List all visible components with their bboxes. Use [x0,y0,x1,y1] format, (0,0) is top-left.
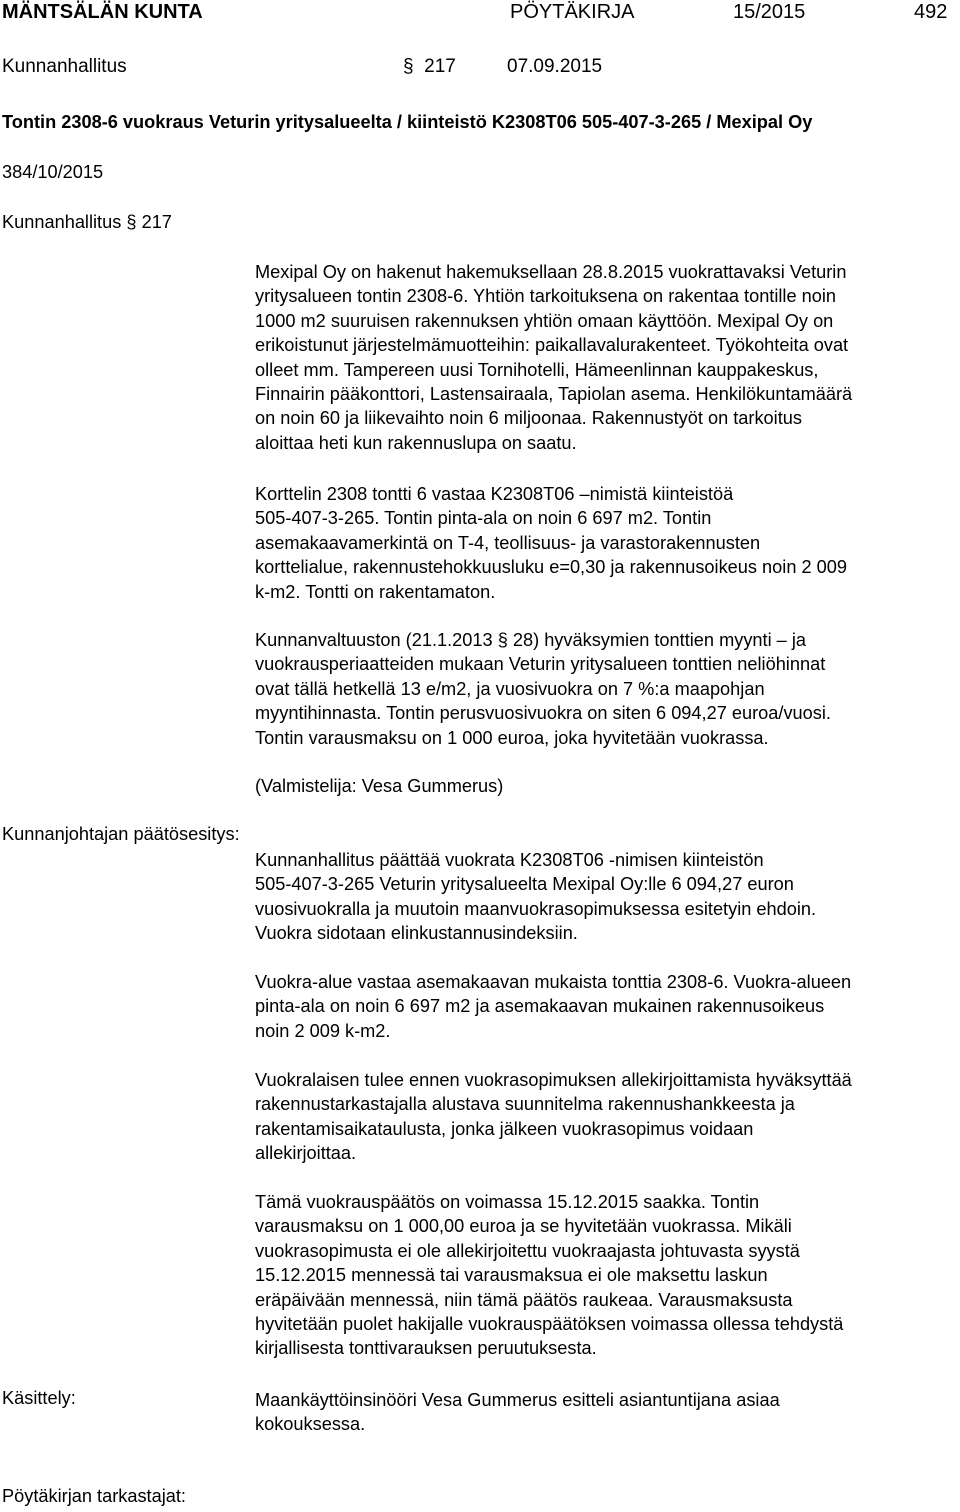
proposal-paragraph-4 [255,1190,955,1361]
text-line: korttelialue, rakennustehokkuusluku e=0,30 ja rakennusoikeus noin 2 009 [255,557,847,578]
text-line: Finnairin pääkonttori, Lastensairaala, Tapiolan asema. Henkilökuntamäärä [255,384,853,405]
text-line: varausmaksu on 1 000,00 euroa ja se hyvitetään vuokrassa. Mikäli [255,1216,792,1237]
text-line: Korttelin 2308 tontti 6 vastaa K2308T06 –nimistä kiinteistöä [255,484,734,504]
paragraph-symbol: § [403,56,414,77]
text-line: 505-407-3-265 Veturin yritysalueelta Mexipal Oy:lle 6 094,27 euron [255,874,794,895]
preparer-text: (Valmistelija: Vesa Gummerus) [255,776,504,796]
meeting-date: 07.09.2015 [507,56,603,77]
text-line: kokouksessa. [255,1414,366,1435]
preparer-note [255,774,955,798]
text-line: hyvitetään puolet hakijalle vuokrauspäätöksen voimassa ollessa tehdystä [255,1314,844,1335]
text-line: Tontin varausmaksu on 1 000 euroa, joka hyvitetään vuokrassa. [255,727,769,748]
text-line: 15.12.2015 mennessä tai varausmaksua ei ole maksettu laskun [255,1265,768,1286]
text-line: Vuokra-alue vastaa asemakaavan mukaista tonttia 2308-6. Vuokra-alueen [255,972,852,992]
processing-reference [2,212,172,233]
text-line: erikoistunut järjestelmämuotteihin: paikallavalurakenteet. Työkohteita ovat [255,335,849,356]
preparation-paragraph-2 [255,482,955,604]
text-line: 1000 m2 suuruisen rakennuksen yhtiön omaan käyttöön. Mexipal Oy on [255,310,834,331]
text-line: yritysalueen tontin 2308-6. Yhtiön tarkoituksena on rakentaa tontille noin [255,286,837,307]
text-line: k-m2. Tontti on rakentamaton. [255,581,496,602]
text-line: olleet mm. Tampereen uusi Tornihotelli, Hämeenlinnan kauppakeskus, [255,359,819,380]
processing-body: Kunnanhallitus [2,212,122,232]
text-line: on noin 60 ja liikevaihto noin 6 miljoonaa. Rakennustyöt on tarkoitus [255,408,802,429]
meeting-body: Kunnanhallitus [2,56,127,77]
item-title: Tontin 2308-6 vuokraus Veturin yritysalueelta / kiinteistö K2308T06 505-407-3-265 / Mexipal Oy [2,112,813,132]
proposal-paragraph-3 [255,1068,955,1166]
text-line: asemakaavamerkintä on T-4, teollisuus- ja varastorakennusten [255,532,761,553]
text-line: eräpäivään mennessä, niin tämä päätös raukeaa. Varausmaksusta [255,1289,793,1310]
paragraph-number: 217 [141,212,172,232]
organization-name: MÄNTSÄLÄN KUNTA [2,1,203,23]
text-line: 505-407-3-265. Tontin pinta-ala on noin 6 697 m2. Tontin [255,508,712,529]
text-line: Kunnanhallitus päättää vuokrata K2308T06 -nimisen kiinteistön [255,850,764,870]
preparation-paragraph-1 [255,260,955,455]
handling-text [255,1388,955,1437]
proposal-paragraph-2 [255,970,955,1043]
proposal-label: Kunnanjohtajan päätösesitys: [2,824,240,844]
preparation-paragraph-3 [255,628,955,750]
text-line: vuokrausperiaatteiden mukaan Veturin yritysalueen tonttien neliöhinnat [255,654,826,675]
text-line: aloittaa heti kun rakennuslupa on saatu. [255,432,577,453]
text-line: noin 2 009 k-m2. [255,1020,391,1041]
text-line: Kunnanvaltuuston (21.1.2013 § 28) hyväksymien tonttien myynti – ja [255,630,807,650]
paragraph-symbol: § [126,212,137,232]
text-line: kirjallisesta tonttivarauksen peruutuksesta. [255,1338,597,1359]
text-line: Vuokra sidotaan elinkustannusindeksiin. [255,923,578,944]
text-line: rakennustarkastajalla alustava suunnitelma rakennushankkeesta ja [255,1094,795,1115]
paragraph-number: 217 [424,56,456,77]
text-line: Mexipal Oy on hakenut hakemuksellaan 28.8.2015 vuokrattavaksi Veturin [255,262,847,282]
text-line: allekirjoittaa. [255,1143,357,1164]
text-line: Vuokralaisen tulee ennen vuokrasopimuksen allekirjoittamista hyväksyttää [255,1070,852,1090]
diary-number: 384/10/2015 [2,162,104,182]
page-number: 492 [914,1,948,23]
text-line: myyntihinnasta. Tontin perusvuosivuokra on siten 6 094,27 euroa/vuosi. [255,703,831,724]
text-line: ovat tällä hetkellä 13 e/m2, ja vuosivuokra on 7 %:a maapohjan [255,678,765,699]
text-line: vuosivuokralla ja muutoin maanvuokrasopimuksessa esitetyin ehdoin. [255,898,817,919]
text-line: Tämä vuokrauspäätös on voimassa 15.12.2015 saakka. Tontin [255,1192,760,1212]
minutes-number: 15/2015 [733,1,806,23]
proposal-paragraph-1 [255,848,955,946]
text-line: vuokrasopimusta ei ole allekirjoitettu vuokraajasta johtuvasta syystä [255,1240,800,1261]
paragraph-reference [403,56,456,78]
text-line: rakentamisaikataulusta, jonka jälkeen vuokrasopimus voidaan [255,1118,754,1139]
document-type: PÖYTÄKIRJA [510,1,635,23]
handling-label: Käsittely: [2,1388,76,1408]
checkers-label: Pöytäkirjan tarkastajat: [2,1486,186,1506]
text-line: pinta-ala on noin 6 697 m2 ja asemakaavan mukainen rakennusoikeus [255,996,825,1017]
text-line: Maankäyttöinsinööri Vesa Gummerus esitteli asiantuntijana asiaa [255,1390,780,1410]
